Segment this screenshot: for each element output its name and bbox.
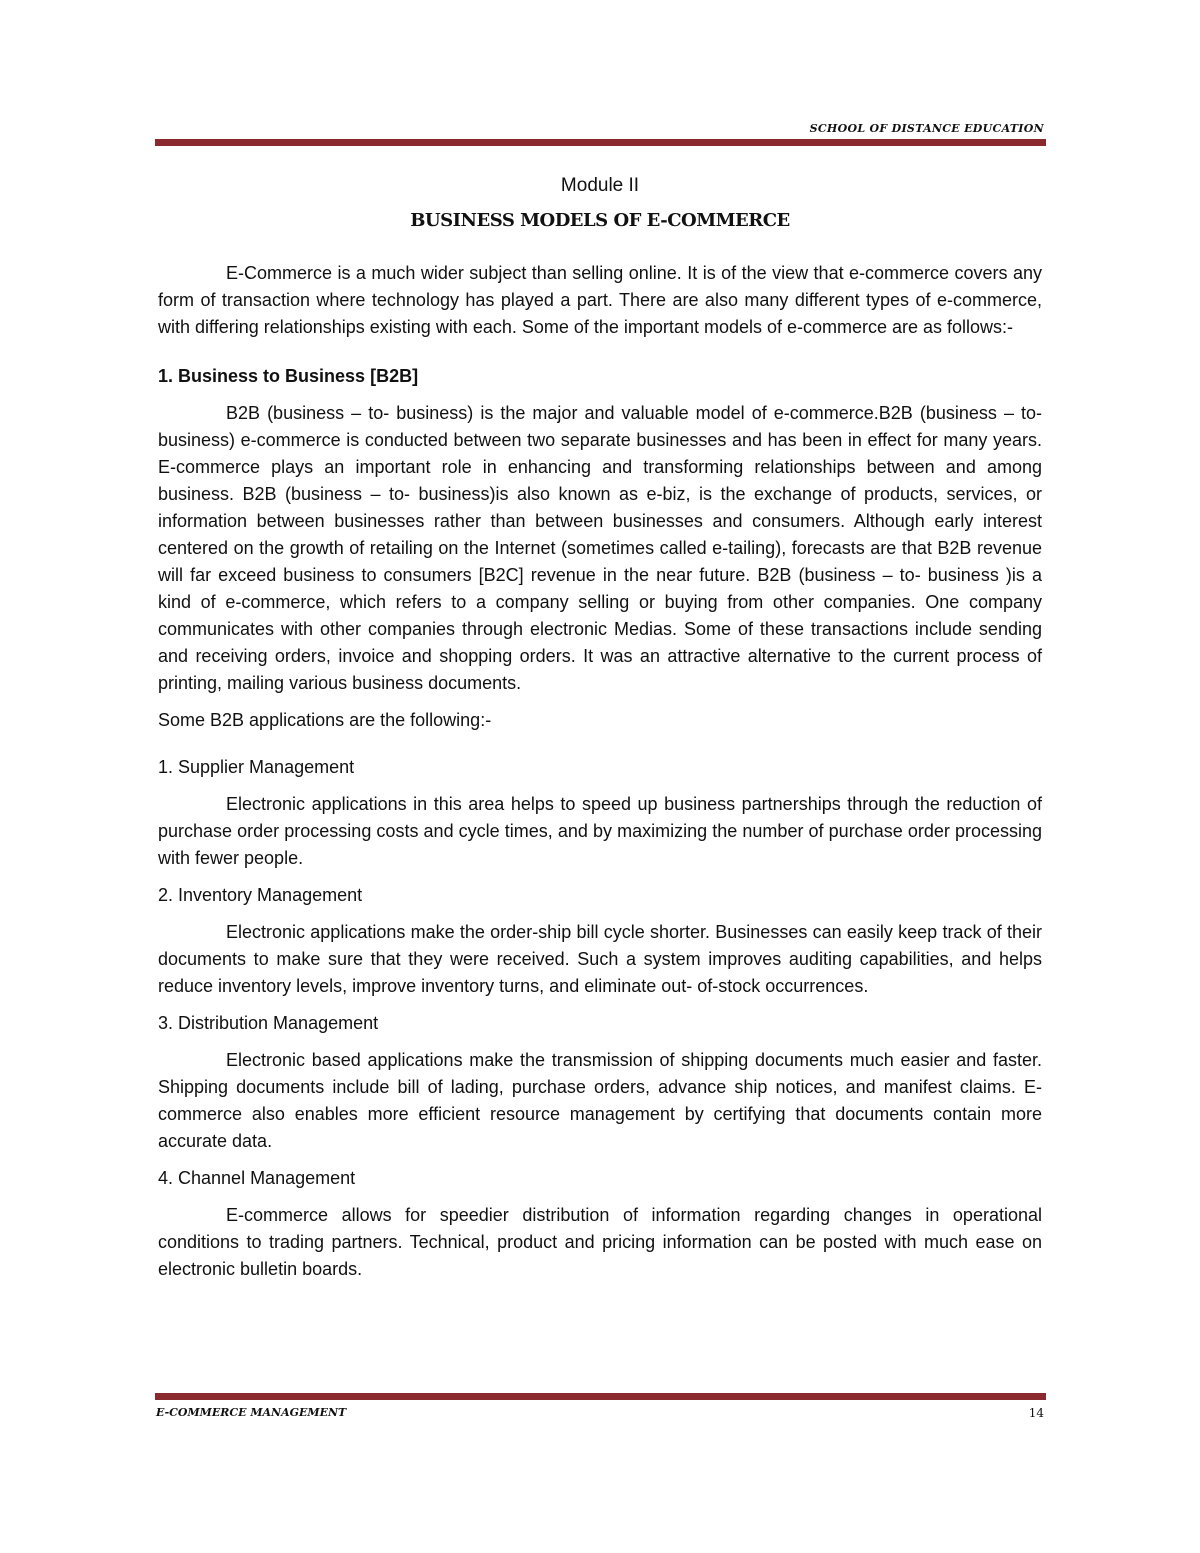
page-number: 14 bbox=[1028, 1406, 1044, 1420]
subheading-supplier-management: 1. Supplier Management bbox=[158, 757, 355, 777]
applications-intro: Some B2B applications are the following:- bbox=[158, 710, 492, 730]
paragraph-distribution-management: Electronic based applications make the transmission of shipping documents much easier and faster. Shipping documents include bill of lading, purchase orders, advance ship notices, and manifest claims. E-commerce also enables more efficient resource management by certifying that documents contain more accurate data. bbox=[158, 1050, 1042, 1151]
page-content bbox=[158, 172, 1042, 1293]
page-title: BUSINESS MODELS OF E-COMMERCE bbox=[410, 210, 790, 231]
section-heading-b2b: 1. Business to Business [B2B] bbox=[158, 366, 419, 386]
footer-rule bbox=[155, 1393, 1046, 1400]
paragraph-inventory-management: Electronic applications make the order-ship bill cycle shorter. Businesses can easily keep track of their documents to make sure that they were received. Such a system improves auditing capabilities, and helps reduce inventory levels, improve inventory turns, and eliminate out- of-stock occurrences. bbox=[158, 922, 1042, 996]
subheading-inventory-management: 2. Inventory Management bbox=[158, 885, 363, 905]
header-school-name: SCHOOL OF DISTANCE EDUCATION bbox=[809, 122, 1044, 135]
header-rule bbox=[155, 139, 1046, 146]
subheading-channel-management: 4. Channel Management bbox=[158, 1168, 356, 1188]
paragraph-channel-management: E-commerce allows for speedier distribution of information regarding changes in operational conditions to trading partners. Technical, product and pricing information can be posted with much ease on electronic bulletin boards. bbox=[158, 1205, 1042, 1279]
subheading-distribution-management: 3. Distribution Management bbox=[158, 1013, 379, 1033]
footer-course-title: E-COMMERCE MANAGEMENT bbox=[156, 1406, 347, 1419]
intro-paragraph: E-Commerce is a much wider subject than selling online. It is of the view that e-commerce covers any form of transaction where technology has played a part. There are also many different types of e-commerce, with differing relationships existing with each. Some of the important models of e-commerce are as follows:- bbox=[158, 263, 1042, 337]
paragraph-supplier-management: Electronic applications in this area helps to speed up business partnerships through the reduction of purchase order processing costs and cycle times, and by maximizing the number of purchase order processing with fewer people. bbox=[158, 794, 1042, 868]
module-label: Module II bbox=[560, 175, 640, 196]
b2b-paragraph: B2B (business – to- business) is the major and valuable model of e-commerce.B2B (business – to- business) e-commerce is conducted between two separate businesses and has been in effect for many years. E-commerce plays an important role in enhancing and transforming relationships between and among business. B2B (business – to- business)is also known as e-biz, is the exchange of products, services, or information between businesses rather than between businesses and consumers. Although early interest centered on the growth of retailing on the Internet (sometimes called e-tailing), forecasts are that B2B revenue will far exceed business to consumers [B2C] revenue in the near future. B2B (business – to- business )is a kind of e-commerce, which refers to a company selling or buying from other companies. One company communicates with other companies through electronic Medias. Some of these transactions include sending and receiving orders, invoice and shopping orders. It was an attractive alternative to the current process of printing, mailing various business documents. bbox=[158, 403, 1042, 693]
